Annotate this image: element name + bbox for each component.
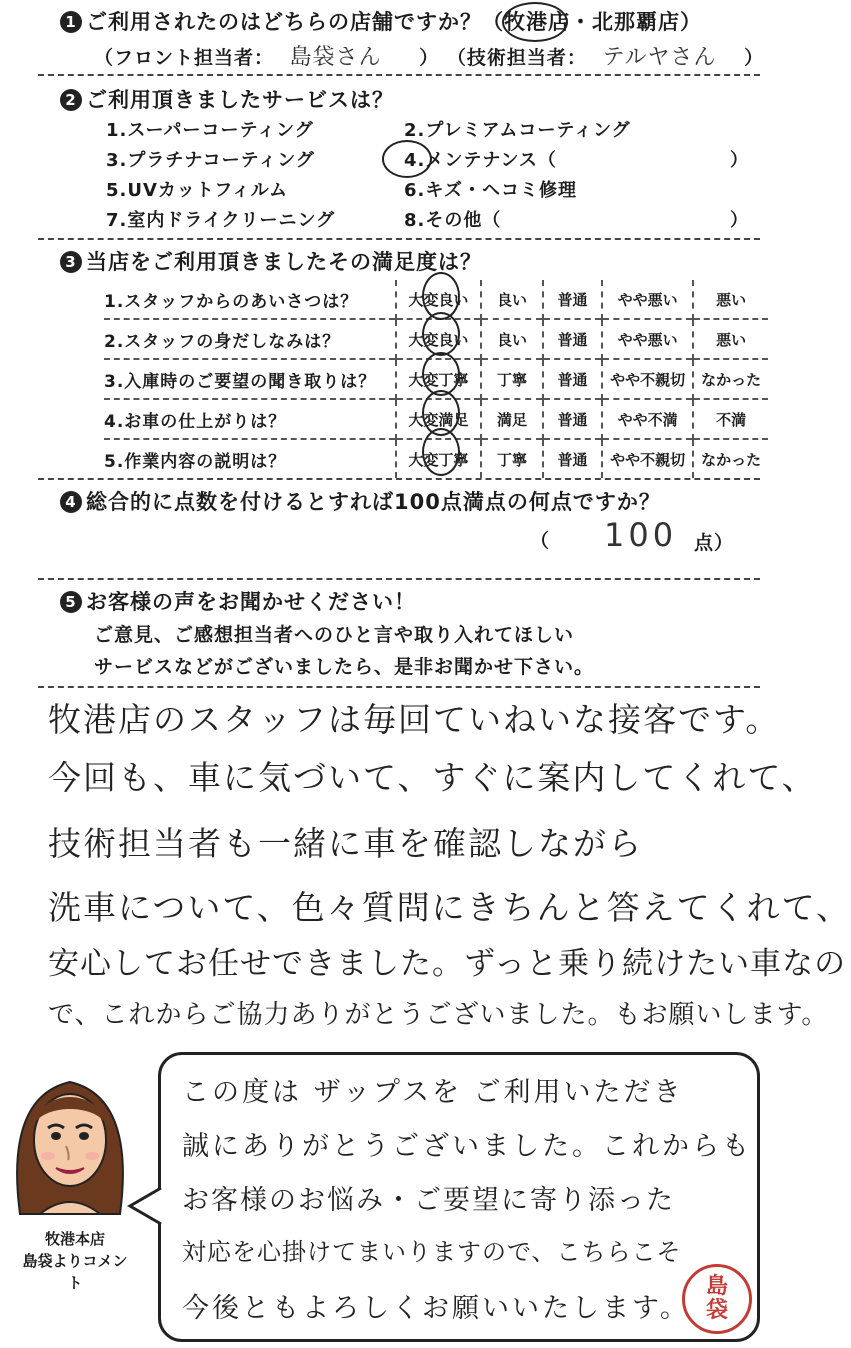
service-4-circle-mark <box>382 140 432 178</box>
choice-cell: 不満 <box>693 399 768 439</box>
choice-cell: 大変満足 <box>396 399 481 439</box>
rating-circle-mark <box>422 312 460 356</box>
tech-staff-label: （技術担当者： <box>446 47 587 69</box>
choice-cell: 普通 <box>543 280 602 319</box>
paren-close: ） <box>730 150 749 171</box>
choice-cell: 普通 <box>543 399 602 439</box>
choice-cell: なかった <box>693 359 768 399</box>
front-staff-label: （フロント担当者： <box>94 47 275 69</box>
q2-question: 2 ご利用頂きましたサービスは？ <box>60 84 394 114</box>
bubble-tail <box>128 1186 164 1226</box>
choice-cell: 良い <box>481 280 543 319</box>
choice-cell: やや不親切 <box>602 439 694 478</box>
comment-line: で、これからご協力ありがとうございました。もお願いします。 <box>48 1000 829 1030</box>
service-option-selected: 4.メンテナンス（ <box>404 150 557 171</box>
reply-line: この度は ザップスを ご利用いただき <box>182 1077 684 1108</box>
choice-cell: 悪い <box>693 319 768 359</box>
row-label: 1.スタッフからのあいさつは？ <box>104 291 359 312</box>
divider-4 <box>38 578 760 580</box>
q5-question: 5 お客様の声をお聞かせください！ <box>60 586 416 616</box>
service-option: 6.キズ・ヘコミ修理 <box>404 180 578 201</box>
choice-cell: 悪い <box>693 280 768 319</box>
q2-number: 2 <box>60 89 82 111</box>
q4-unit: 点） <box>694 532 735 554</box>
staff-store-name: 牧港本店 <box>44 1230 105 1248</box>
q5-instruction: ご意見、ご感想担当者へのひと言や取り入れてほしい <box>94 624 575 646</box>
row-label: 3.入庫時のご要望の聞き取りは？ <box>104 359 396 399</box>
reply-line: 誠にありがとうございました。これからも <box>182 1131 752 1162</box>
choice-cell: 大変良い <box>396 280 481 319</box>
choice-cell: 大変良い <box>396 319 481 359</box>
choice-cell: 良い <box>481 319 543 359</box>
reply-line: お客様のお悩み・ご要望に寄り添った <box>182 1185 675 1216</box>
q4-question: 4 総合的に点数を付けるとすれば100点満点の何点ですか？ <box>60 486 661 516</box>
q5-instruction: サービスなどがございましたら、是非お聞かせ下さい。 <box>94 656 595 678</box>
row-label: 5.作業内容の説明は？ <box>104 439 396 478</box>
rating-circle-mark <box>422 428 460 476</box>
q1-store-circle-mark <box>502 2 568 42</box>
name-seal-stamp: 島 袋 <box>682 1264 752 1334</box>
comment-line: 技術担当者も一緒に車を確認しながら <box>48 824 643 863</box>
choice-cell: 普通 <box>543 439 602 478</box>
divider-3 <box>38 478 760 480</box>
choice-cell: なかった <box>693 439 768 478</box>
choice-cell: 大変丁寧 <box>396 359 481 399</box>
front-staff-name: 島袋さん <box>289 45 382 70</box>
q1-question: 1 ご利用されたのはどちらの店舗ですか？（牧港店・北那覇店） <box>60 6 702 36</box>
choice-cell: 満足 <box>481 399 543 439</box>
choice-cell: やや悪い <box>602 319 694 359</box>
comment-line: 安心してお任せできました。ずっと乗り続けたい車なの <box>48 946 847 982</box>
reply-line: 今後ともよろしくお願いいたします。 <box>182 1293 690 1324</box>
service-option: 1.スーパーコーティング <box>106 120 314 141</box>
choice-cell: 丁寧 <box>481 359 543 399</box>
staff-comment-label: 島袋よりコメント <box>22 1252 128 1292</box>
divider-1 <box>38 74 760 76</box>
choice-cell: 普通 <box>543 319 602 359</box>
divider-2 <box>38 238 760 240</box>
q3-number: 3 <box>60 251 82 273</box>
service-option: 5.UVカットフィルム <box>106 180 289 201</box>
q4-open-paren: （ <box>530 530 551 552</box>
comment-line: 牧港店のスタッフは毎回ていねいな接客です。 <box>48 700 781 739</box>
comment-line: 今回も、車に気づいて、すぐに案内してくれて、 <box>48 758 817 797</box>
q4-score: 100 <box>604 516 678 554</box>
reply-line: 対応を心掛けてまいりますので、こちらこそ <box>182 1238 682 1266</box>
q3-question: 3 当店をご利用頂きましたその満足度は？ <box>60 246 482 276</box>
choice-cell: 大変丁寧 <box>396 439 481 478</box>
divider-5 <box>38 686 760 688</box>
comment-line: 洗車について、色々質問にきちんと答えてくれて、 <box>48 888 851 927</box>
choice-cell: やや悪い <box>602 280 694 319</box>
choice-cell: やや不満 <box>602 399 694 439</box>
tech-staff-name: テルヤさん <box>602 45 717 70</box>
service-option: 7.室内ドライクリーニング <box>106 210 336 231</box>
staff-portrait-illustration <box>6 1064 134 1224</box>
staff-caption <box>16 1228 134 1294</box>
service-option: 3.プラチナコーティング <box>106 150 315 171</box>
choice-cell: 丁寧 <box>481 439 543 478</box>
q4-number: 4 <box>60 491 82 513</box>
choice-cell: 普通 <box>543 359 602 399</box>
row-label: 4.お車の仕上がりは？ <box>104 399 396 439</box>
row-label: 2.スタッフの身だしなみは？ <box>104 319 396 359</box>
service-option: 2.プレミアムコーティング <box>404 120 631 141</box>
q1-staff-line: （フロント担当者： 島袋さん ） （技術担当者： テルヤさん ） <box>94 45 765 70</box>
choice-cell: やや不親切 <box>602 359 694 399</box>
service-option: 8.その他（ <box>404 210 502 231</box>
paren-close: ） <box>730 210 749 231</box>
q5-number: 5 <box>60 591 82 613</box>
q1-number: 1 <box>60 11 82 33</box>
